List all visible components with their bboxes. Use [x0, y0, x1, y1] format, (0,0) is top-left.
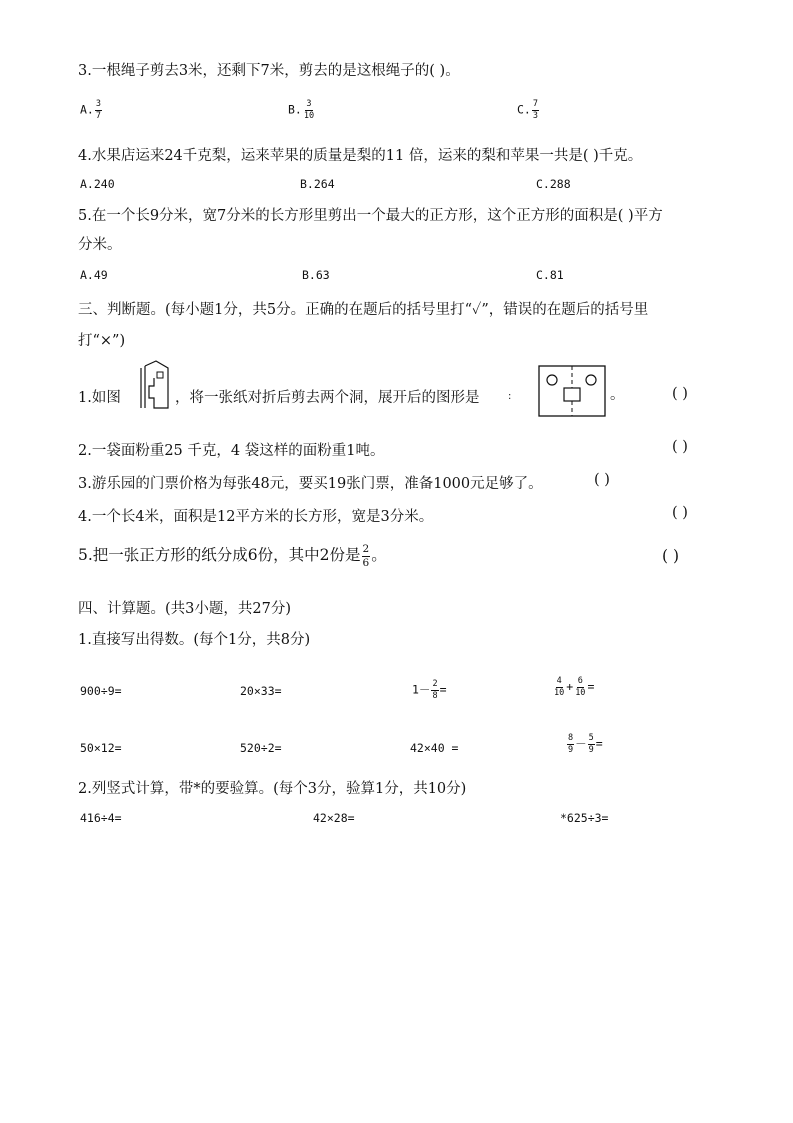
fraction-two-sixths: $\frac{2}{6}$ — [362, 543, 370, 569]
option-letter: A. — [80, 102, 94, 117]
question-4-option-c[interactable]: C.288 — [536, 177, 571, 191]
section-4-sub2-title: 2.列竖式计算，带*的要验算。(每个3分，验算1分，共10分) — [78, 781, 467, 797]
calc-50-times-12: 50×12= — [80, 741, 122, 755]
section-3-heading-line1: 三、判断题。(每小题1分，共5分。正确的在题后的括号里打“✓”，错误的在题后的括号里 — [78, 302, 649, 318]
option-fraction: $\frac{7}{3}$ — [532, 99, 538, 121]
unfolded-paper-figure — [508, 363, 610, 421]
calc-520-div-2: 520÷2= — [240, 741, 282, 755]
judge-item-1-suffix: 。 — [610, 387, 625, 403]
question-5-option-b[interactable]: B.63 — [302, 268, 330, 282]
calc-42-times-40: 42×40 = — [410, 741, 459, 755]
calc-4-10-plus-6-10: $\frac{4}{10}$ + $\frac{6}{10}$ = — [554, 676, 595, 698]
option-fraction: $\frac{3}{10}$ — [303, 99, 315, 121]
question-4-stem: 4.水果店运来24千克梨，运来苹果的质量是梨的11 倍，运来的梨和苹果一共是( )千克。 — [78, 148, 643, 164]
question-3-option-c[interactable] — [517, 100, 540, 120]
question-3-option-b[interactable] — [288, 100, 316, 120]
question-5-option-c[interactable]: C.81 — [536, 268, 564, 282]
option-letter: B. — [288, 102, 302, 117]
folded-paper-figure — [138, 360, 174, 414]
judge-item-5-answer-paren[interactable]: ( ) — [662, 547, 680, 565]
question-4-option-b[interactable]: B.264 — [300, 177, 335, 191]
option-letter: C. — [517, 102, 531, 117]
question-5-stem-line1: 5.在一个长9分米，宽7分米的长方形里剪出一个最大的正方形，这个正方形的面积是( )平方 — [78, 208, 663, 224]
judge-item-4-answer-paren[interactable]: ( ) — [672, 505, 688, 521]
calc-20-times-33: 20×33= — [240, 684, 282, 698]
judge-item-3-answer-paren[interactable]: ( ) — [594, 472, 610, 488]
calc-900-div-9: 900÷9= — [80, 684, 122, 698]
section-4-sub1-title: 1.直接写出得数。(每个1分，共8分) — [78, 632, 311, 648]
question-4-option-a[interactable]: A.240 — [80, 177, 115, 191]
question-3-stem: 3.一根绳子剪去3米，还剩下7米，剪去的是这根绳子的( )。 — [78, 63, 460, 79]
question-3-option-a[interactable] — [80, 100, 103, 120]
judge-item-2-text: 2.一袋面粉重25 千克，4 袋这样的面粉重1吨。 — [78, 443, 385, 459]
question-5-option-a[interactable]: A.49 — [80, 268, 108, 282]
section-4-heading: 四、计算题。(共3小题，共27分) — [78, 601, 291, 617]
judge-item-3-text: 3.游乐园的门票价格为每张48元，要买19张门票，准备1000元足够了。 — [78, 476, 543, 492]
judge-item-1-answer-paren[interactable]: ( ) — [672, 386, 688, 402]
judge-item-4-text: 4.一个长4米，面积是12平方米的长方形，宽是3分米。 — [78, 509, 434, 525]
svg-text::: : — [508, 391, 512, 402]
calc-1-minus-2-8: 1－ $\frac{2}{8}$ = — [412, 679, 447, 701]
vertical-calc-42-times-28: 42×28= — [313, 811, 355, 825]
calc-8-9-minus-5-9: $\frac{8}{9}$ － $\frac{5}{9}$ = — [568, 733, 603, 755]
judge-item-1-middle: ，将一张纸对折后剪去两个洞，展开后的图形是 — [175, 390, 480, 406]
vertical-calc-416-div-4: 416÷4= — [80, 811, 122, 825]
judge-item-5-text: 5.把一张正方形的纸分成6份，其中2份是 $\frac{2}{6}$ 。 — [78, 543, 387, 569]
judge-item-2-answer-paren[interactable]: ( ) — [672, 439, 688, 455]
section-3-heading-line2: 打“×”) — [78, 333, 126, 349]
option-fraction: $\frac{3}{7}$ — [95, 99, 101, 121]
vertical-calc-625-div-3: *625÷3= — [560, 811, 609, 825]
judge-item-1-prefix: 1.如图 — [78, 390, 121, 406]
question-5-stem-line2: 分米。 — [78, 237, 122, 253]
